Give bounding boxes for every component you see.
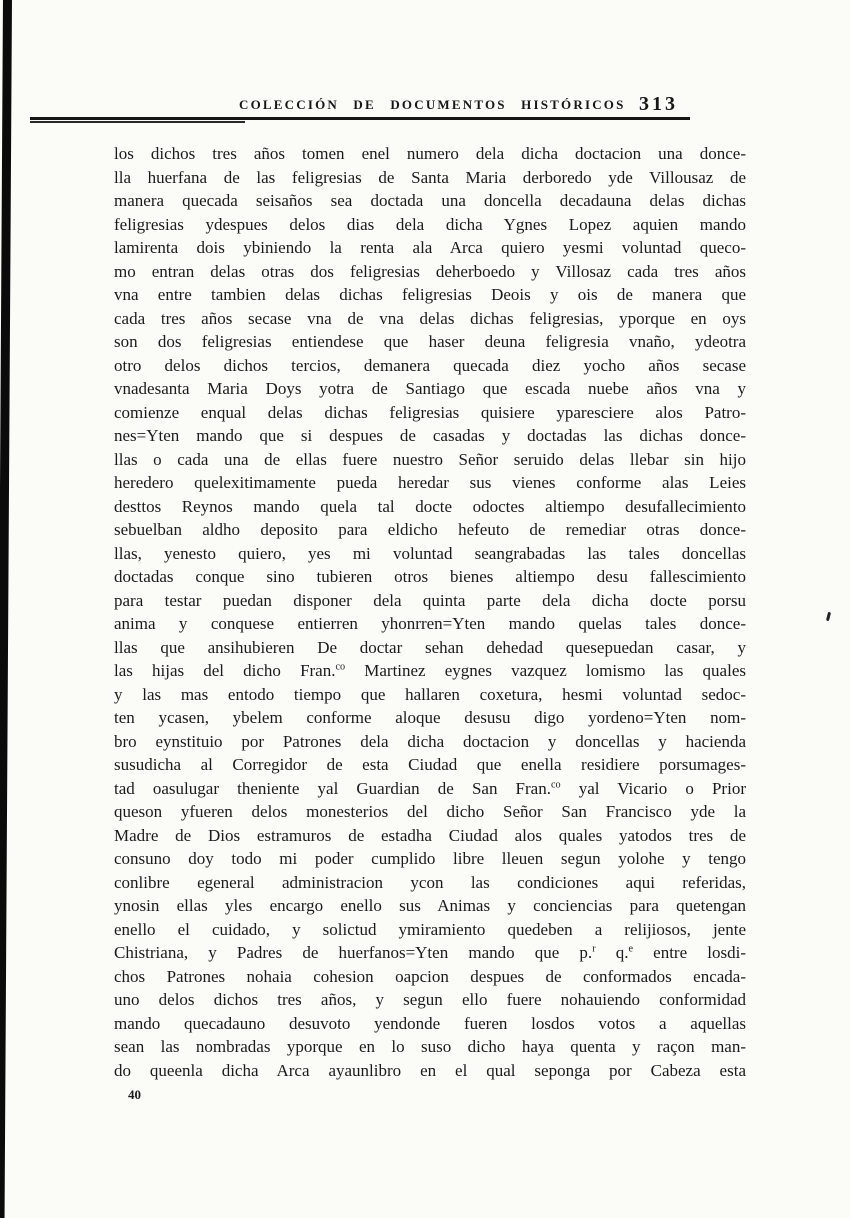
- text-line: sebuelban aldho deposito para eldicho hefeuto de remediar otras donce-: [114, 520, 746, 539]
- text-line: heredero quelexitimamente pueda heredar sus vienes conforme alas Leies: [114, 473, 746, 492]
- text-line: uno delos dichos tres años, y segun ello fuere nohauiendo conformidad: [114, 990, 746, 1009]
- page-number: 313: [639, 93, 678, 115]
- text-line: chos Patrones nohaia cohesion oapcion despues de conformados encada-: [114, 966, 746, 986]
- text-line: los dichos tres años tomen enel numero dela dicha doctacion una donce-: [114, 144, 746, 163]
- text-line: Madre de Dios estramuros de estadha Ciudad alos quales yatodos tres de: [114, 825, 746, 845]
- text-line: do queenla dicha Arca ayaunlibro en el qual seponga por Cabeza esta: [114, 1060, 746, 1080]
- header-rule-echo: [30, 121, 245, 123]
- text-line: ten ycasen, ybelem conforme aloque desusu digo yordeno=Yten nom-: [114, 708, 746, 727]
- text-line: mando quecadauno desuvoto yendonde fueren losdos votos a aquellas: [114, 1013, 746, 1033]
- stray-ink-mark: [826, 612, 831, 621]
- text-line: mo entran delas otras dos feligresias deherboedo y Villosaz cada tres años: [114, 261, 746, 281]
- text-line: las hijas del dicho Fran.$^{co}$ Martinez eygnes vazquez lomismo las quales: [114, 661, 746, 680]
- body-text: [114, 142, 746, 1082]
- text-line: manera quecada seisaños sea doctada una doncella decadauna delas dichas: [114, 191, 746, 210]
- text-line: lla huerfana de las feligresias de Santa Maria derboredo yde Villousaz de: [114, 167, 746, 187]
- binding-bar: [0, 0, 12, 1218]
- text-line: bro eynstituio por Patrones dela dicha doctacion y doncellas y hacienda: [114, 731, 746, 751]
- text-line: sean las nombradas yporque en lo suso dicho haya quenta y raçon man-: [114, 1037, 746, 1056]
- running-header-title: COLECCIÓN DE DOCUMENTOS HISTÓRICOS: [239, 97, 626, 112]
- text-line: queson yfueren delos monesterios del dicho Señor San Francisco yde la: [114, 802, 746, 821]
- text-line: comienze enqual delas dichas feligresias quisiere yparesciere alos Patro-: [114, 402, 746, 422]
- header-rule: [30, 117, 690, 120]
- text-line: y las mas entodo tiempo que hallaren coxetura, hesmi voluntad sedoc-: [114, 684, 746, 704]
- text-line: llas que ansihubieren De doctar sehan dehedad quesepuedan casar, y: [114, 637, 746, 657]
- text-line: vna entre tambien delas dichas feligresias Deois y ois de manera que: [114, 285, 746, 304]
- text-line: vnadesanta Maria Doys yotra de Santiago que escada nuebe años vna y: [114, 379, 746, 398]
- text-line: susudicha al Corregidor de esta Ciudad que enella residiere porsumages-: [114, 755, 746, 774]
- text-line: son dos feligresias entiendese que haser deuna feligresia vnaño, ydeotra: [114, 332, 746, 351]
- text-line: feligresias ydespues delos dias dela dicha Ygnes Lopez aquien mando: [114, 214, 746, 234]
- text-line: doctadas conque sino tubieren otros bienes altiempo desu fallescimiento: [114, 567, 746, 586]
- text-line: conlibre egeneral administracion ycon las condiciones aqui referidas,: [114, 872, 746, 892]
- text-line: ynosin ellas yles encargo enello sus Animas y conciencias para quetengan: [114, 896, 746, 915]
- text-line: nes=Yten mando que si despues de casadas y doctadas las dichas donce-: [114, 426, 746, 445]
- text-line: Chistriana, y Padres de huerfanos=Yten mando que p.$^r$ q.$^e$ entre losdi-: [114, 943, 746, 962]
- signature-mark: 40: [128, 1087, 141, 1102]
- text-line: desttos Reynos mando quela tal docte odoctes altiempo desufallecimiento: [114, 496, 746, 516]
- text-line: para testar puedan disponer dela quinta parte dela dicha docte porsu: [114, 590, 746, 610]
- text-line: anima y conquese entierren yhonrren=Yten mando quelas tales donce-: [114, 614, 746, 633]
- text-line: consuno doy todo mi poder cumplido libre lleuen segun yolohe y tengo: [114, 849, 746, 868]
- text-line: cada tres años secase vna de vna delas dichas feligresias, yporque en oys: [114, 308, 746, 328]
- text-line: enello el cuidado, y solictud ymiramiento quedeben a relijiosos, jente: [114, 919, 746, 939]
- text-line: llas o cada una de ellas fuere nuestro Señor seruido delas llebar sin hijo: [114, 449, 746, 469]
- text-line: otro delos dichos tercios, demanera quecada diez yocho años secase: [114, 355, 746, 375]
- text-line: tad oasulugar theniente yal Guardian de San Fran.$^{co}$ yal Vicario o Prior: [114, 778, 746, 798]
- text-line: lamirenta dois ybiniendo la renta ala Arca quiero yesmi voluntad queco-: [114, 238, 746, 257]
- text-line: llas, yenesto quiero, yes mi voluntad seangrabadas las tales doncellas: [114, 543, 746, 563]
